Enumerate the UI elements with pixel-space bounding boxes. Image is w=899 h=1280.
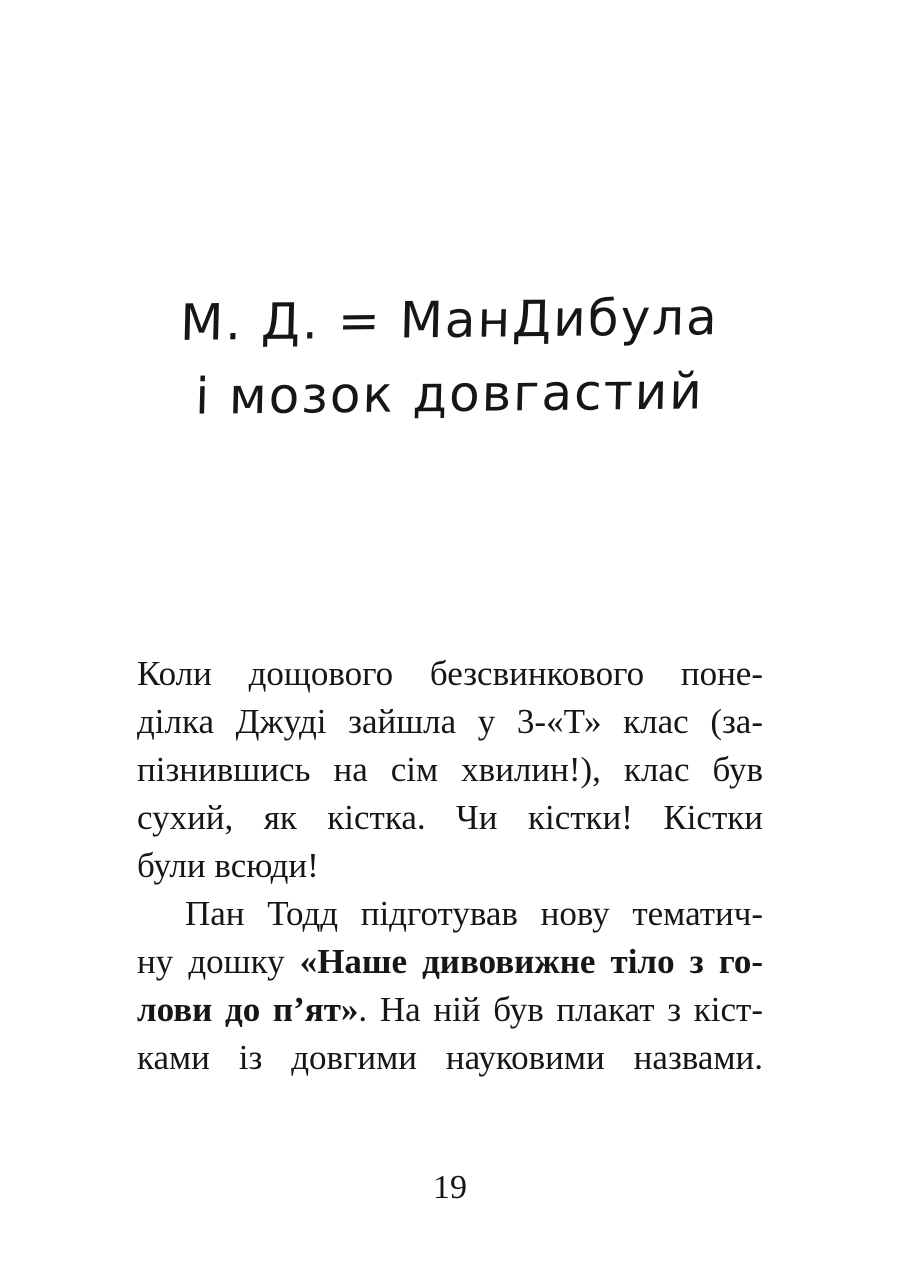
text-segment: ділка Джуді зайшла у 3-«Т» клас (за- [137,702,763,741]
text-segment: сухий, як кістка. Чи кістки! Кістки [137,798,763,837]
text-segment: пізнившись на сім хвилин!), клас був [137,750,763,789]
text-line [137,650,763,698]
text-line [137,698,763,746]
handwritten-note [0,283,899,431]
text-segment: Пан Тодд підготував нову тематич- [185,894,763,933]
text-line [137,842,763,890]
paragraph [137,890,763,1082]
bold-text-segment: «Наше дивовижне тіло з го- [299,942,763,981]
paragraph [137,650,763,890]
handwritten-note-line-2: і мозок довгастий [194,362,705,426]
body-text [137,650,763,1082]
text-segment: . На ній був плакат з кіст- [358,990,763,1029]
text-line [137,890,763,938]
text-segment: Коли дощового безсвинкового поне- [137,654,763,693]
page-number: 19 [433,1169,467,1206]
text-line [137,986,763,1034]
text-segment: ну дошку [137,942,300,981]
text-line [137,746,763,794]
bold-text-segment: лови до п’ят» [137,990,359,1029]
text-line [137,794,763,842]
text-line [137,1034,763,1082]
text-line [137,938,763,986]
text-segment: ками із довгими науковими назвами. [137,1038,763,1077]
handwritten-note-line-1: М. Д. = МанДибула [179,288,720,352]
text-segment: були всюди! [137,846,319,885]
